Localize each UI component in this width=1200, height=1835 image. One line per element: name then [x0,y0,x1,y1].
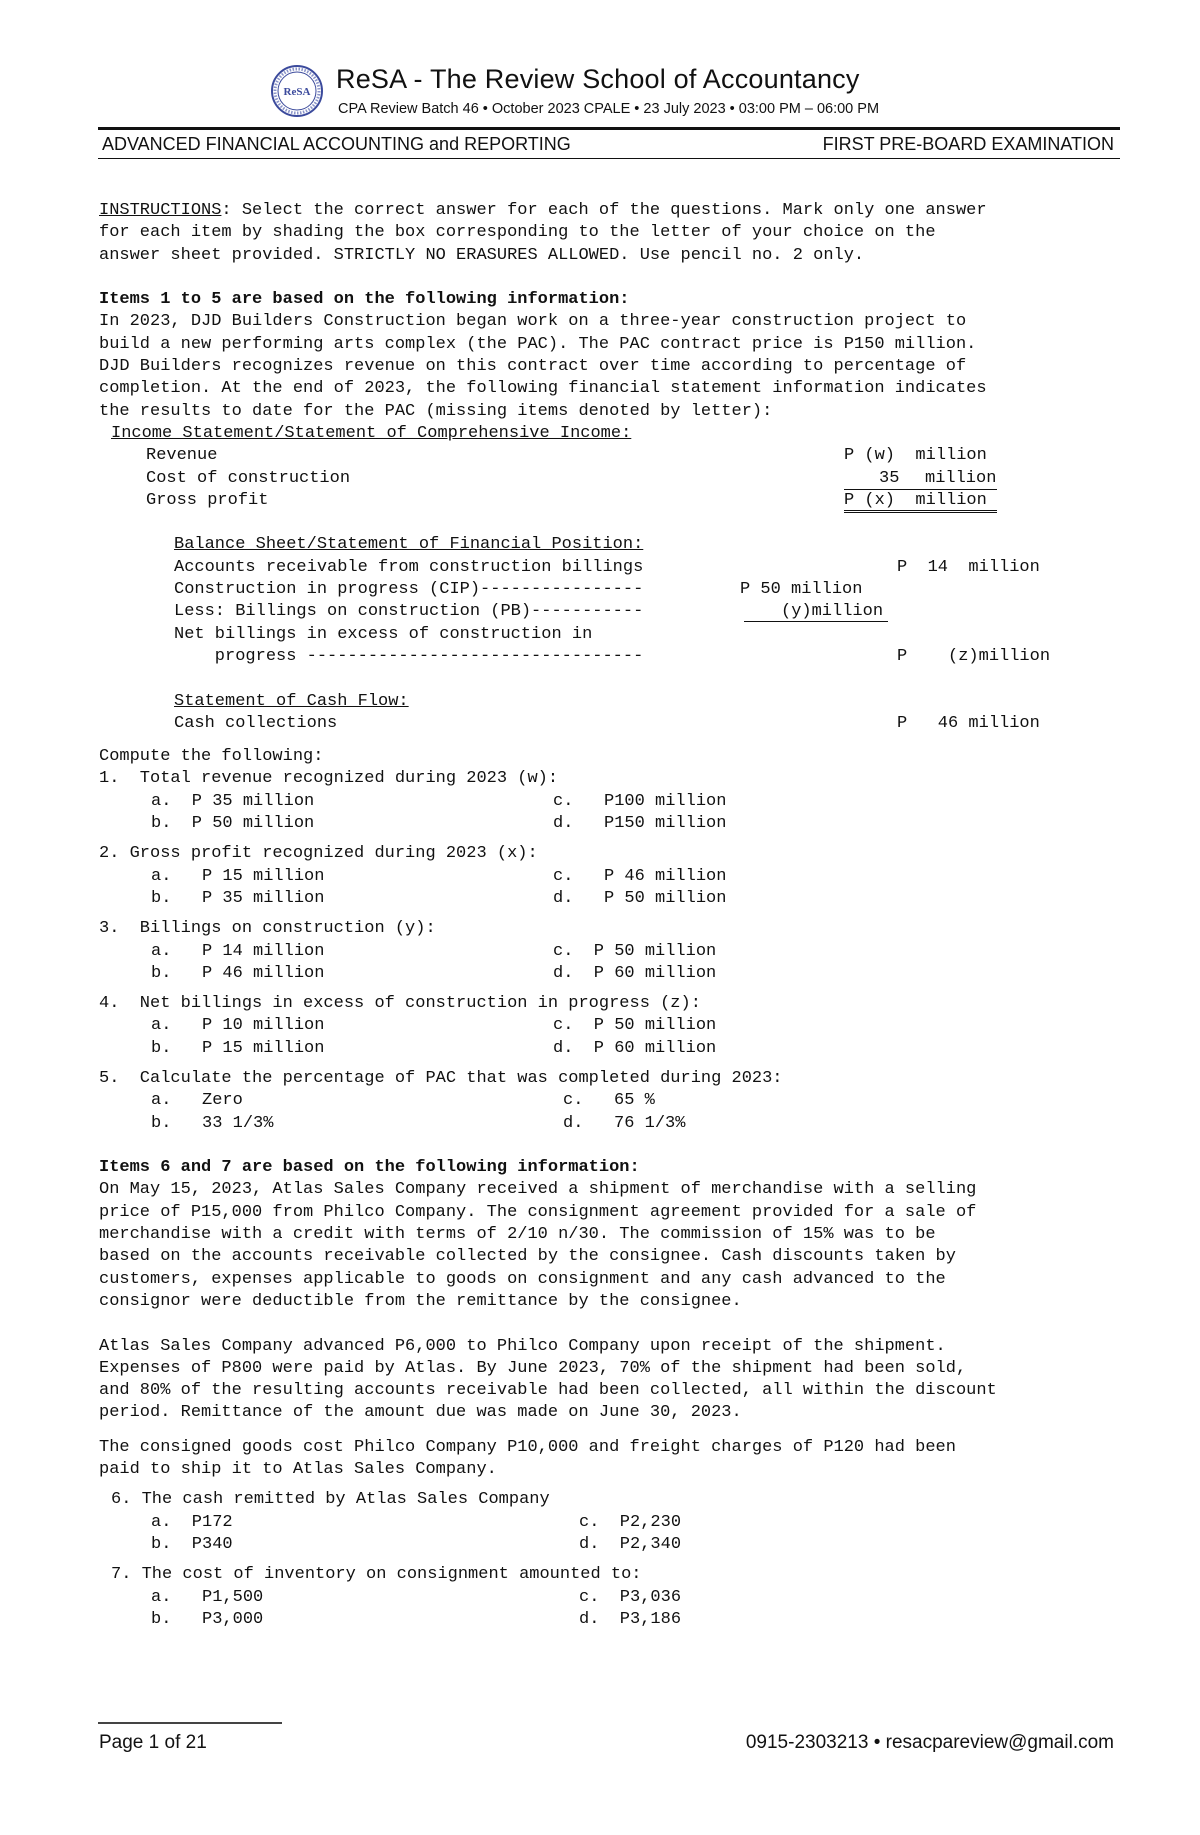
set2-para1-line: On May 15, 2023, Atlas Sales Company received a shipment of merchandise with a selling [99,1180,977,1200]
choice-c: c. 65 % [563,1091,655,1111]
choice-row [99,1090,1109,1112]
choice-row [99,963,1109,985]
net-billings-row-2 [99,646,1109,668]
cash-row [99,713,1109,735]
cip-value: P 50 million [740,580,863,600]
set2-para1-line: merchandise with a credit with terms of 2/10 n/30. The commission of 15% was to be [99,1225,936,1245]
gross-profit-label: Gross profit [146,490,269,510]
balance-sheet-title: Balance Sheet/Statement of Financial Position: [174,535,644,555]
set2-para1-line: price of P15,000 from Philco Company. The consignment agreement provided for a sale of [99,1202,977,1222]
question: 7. The cost of inventory on consignment amounted to: [111,1565,642,1585]
choice-a: a. P 15 million [151,866,325,886]
choice-c: c. P 50 million [553,1016,717,1036]
income-statement-title: Income Statement/Statement of Comprehensive Income: [111,423,632,443]
instructions-line: for each item by shading the box corresponding to the letter of your choice on the [99,223,936,243]
header-rule-bottom [98,158,1120,159]
revenue-value: P (w) million [844,446,987,466]
choice-row [99,1534,1109,1556]
choice-b: b. P 15 million [151,1038,325,1058]
set2-para2-line: period. Remittance of the amount due was made on June 30, 2023. [99,1403,742,1423]
choice-row [99,1609,1109,1631]
income-title-row [99,423,1109,445]
instructions-text: : Select the correct answer for each of the questions. Mark only one answer [221,201,987,220]
choice-b: b. P 46 million [151,963,325,983]
choice-d: d. P2,340 [579,1534,682,1554]
batch-info: CPA Review Batch 46 • October 2023 CPALE • 23 July 2023 • 03:00 PM – 06:00 PM [338,101,880,117]
choice-row [99,791,1109,813]
set2-para3-line: The consigned goods cost Philco Company P10,000 and freight charges of P120 had been [99,1437,956,1457]
choice-row [99,1113,1109,1135]
question: 1. Total revenue recognized during 2023 (w): [99,769,559,789]
set2-para1-line: consignor were deductible from the remittance by the consignee. [99,1291,742,1311]
choice-row [99,866,1109,888]
choice-c: c. P2,230 [579,1512,682,1532]
choice-a: a. P172 [151,1512,233,1532]
cash-value: P 46 million [897,713,1040,733]
logo-text: ReSA [283,86,311,98]
choice-b: b. P 35 million [151,888,325,908]
question: 3. Billings on construction (y): [99,919,436,939]
resa-logo [270,64,324,118]
choice-a: a. P 35 million [151,791,315,811]
choice-row [99,1015,1109,1037]
choice-c: c. P3,036 [579,1587,682,1607]
contact-info: 0915-2303213 • resacpareview@gmail.com [745,1732,1114,1753]
gross-profit-value: P (x) million [844,490,997,513]
question: 4. Net billings in excess of construction in progress (z): [99,994,701,1014]
cost-unit: million [925,468,997,488]
instructions-line [99,200,1109,222]
set1-intro-line: the results to date for the PAC (missing items denoted by letter): [99,401,773,421]
choice-d: d. P3,186 [579,1609,682,1629]
revenue-row [99,445,1109,467]
choice-a: a. Zero [151,1091,243,1111]
question: 2. Gross profit recognized during 2023 (x): [99,844,538,864]
choice-d: d. P 60 million [553,1038,717,1058]
set1-heading: Items 1 to 5 are based on the following information: [99,290,630,310]
choice-d: d. 76 1/3% [563,1113,686,1133]
choice-row [99,888,1109,910]
choice-d: d. P 50 million [553,888,727,908]
choice-b: b. P340 [151,1534,233,1554]
set2-para1-line: customers, expenses applicable to goods on consignment and any cash advanced to the [99,1269,946,1289]
set1-intro-line: In 2023, DJD Builders Construction began work on a three-year construction project to [99,312,967,332]
cip-label: Construction in progress (CIP)---------------- [174,580,644,600]
exam-title: FIRST PRE-BOARD EXAMINATION [822,134,1114,154]
page-number: Page 1 of 21 [99,1732,207,1753]
footer-rule [98,1722,282,1724]
school-name: ReSA - The Review School of Accountancy [336,64,860,94]
net-billings-row-1 [99,624,1109,646]
pb-label: Less: Billings on construction (PB)----------- [174,602,644,622]
set2-para3-line: paid to ship it to Atlas Sales Company. [99,1460,497,1480]
pb-row [99,601,1109,623]
choice-row [99,813,1109,835]
ar-label: Accounts receivable from construction billings [174,557,644,577]
subject-title: ADVANCED FINANCIAL ACCOUNTING and REPORTING [102,134,571,154]
exam-content [99,200,1109,1631]
choice-b: b. 33 1/3% [151,1113,274,1133]
choice-d: d. P 60 million [553,963,717,983]
choice-row [99,941,1109,963]
cash-label: Cash collections [174,713,338,733]
net-billings-label: Net billings in excess of construction in [174,624,593,644]
cost-value: 35 [879,468,900,488]
pb-value: (y)million [781,602,884,622]
gross-profit-row [99,490,1109,512]
set2-heading: Items 6 and 7 are based on the following information: [99,1158,640,1178]
cip-row [99,579,1109,601]
choice-row [99,1587,1109,1609]
choice-row [99,1038,1109,1060]
question-row [99,1489,1109,1511]
choice-d: d. P150 million [553,814,727,834]
instructions-line: answer sheet provided. STRICTLY NO ERASURES ALLOWED. Use pencil no. 2 only. [99,245,865,265]
cash-flow-title-row [99,691,1109,713]
set1-intro-line: completion. At the end of 2023, the following financial statement information indicates [99,379,987,399]
choice-c: c. P100 million [553,791,727,811]
cost-row [99,468,1109,490]
choice-a: a. P1,500 [151,1587,264,1607]
ar-row [99,557,1109,579]
question-row [99,1564,1109,1586]
set2-para2-line: and 80% of the resulting accounts receivable had been collected, all within the discount [99,1381,997,1401]
net-billings-value: P (z)million [897,646,1051,666]
set1-intro-line: DJD Builders recognizes revenue on this contract over time according to percentage of [99,357,967,377]
balance-sheet-title-row [99,534,1109,556]
set2-para2-line: Atlas Sales Company advanced P6,000 to Philco Company upon receipt of the shipment. [99,1336,946,1356]
cash-flow-title: Statement of Cash Flow: [174,691,409,711]
choice-c: c. P 46 million [553,866,727,886]
revenue-label: Revenue [146,446,218,466]
compute-line: Compute the following: [99,747,324,767]
choice-b: b. P3,000 [151,1609,264,1629]
header-rule-top [98,127,1120,130]
question: 5. Calculate the percentage of PAC that was completed during 2023: [99,1068,783,1088]
choice-a: a. P 10 million [151,1016,325,1036]
choice-c: c. P 50 million [553,941,717,961]
choice-row [99,1512,1109,1534]
choice-a: a. P 14 million [151,941,325,961]
question: 6. The cash remitted by Atlas Sales Company [111,1490,550,1510]
set2-para1-line: based on the accounts receivable collected by the consignee. Cash discounts taken by [99,1247,956,1267]
instructions-label: INSTRUCTIONS [99,201,222,220]
set1-intro-line: build a new performing arts complex (the PAC). The PAC contract price is P150 million. [99,334,977,354]
set2-para2-line: Expenses of P800 were paid by Atlas. By June 2023, 70% of the shipment had been sold, [99,1358,967,1378]
ar-value: P 14 million [897,557,1040,577]
cost-label: Cost of construction [146,468,351,488]
choice-b: b. P 50 million [151,814,315,834]
net-billings-label-cont: progress --------------------------------- [174,646,644,666]
